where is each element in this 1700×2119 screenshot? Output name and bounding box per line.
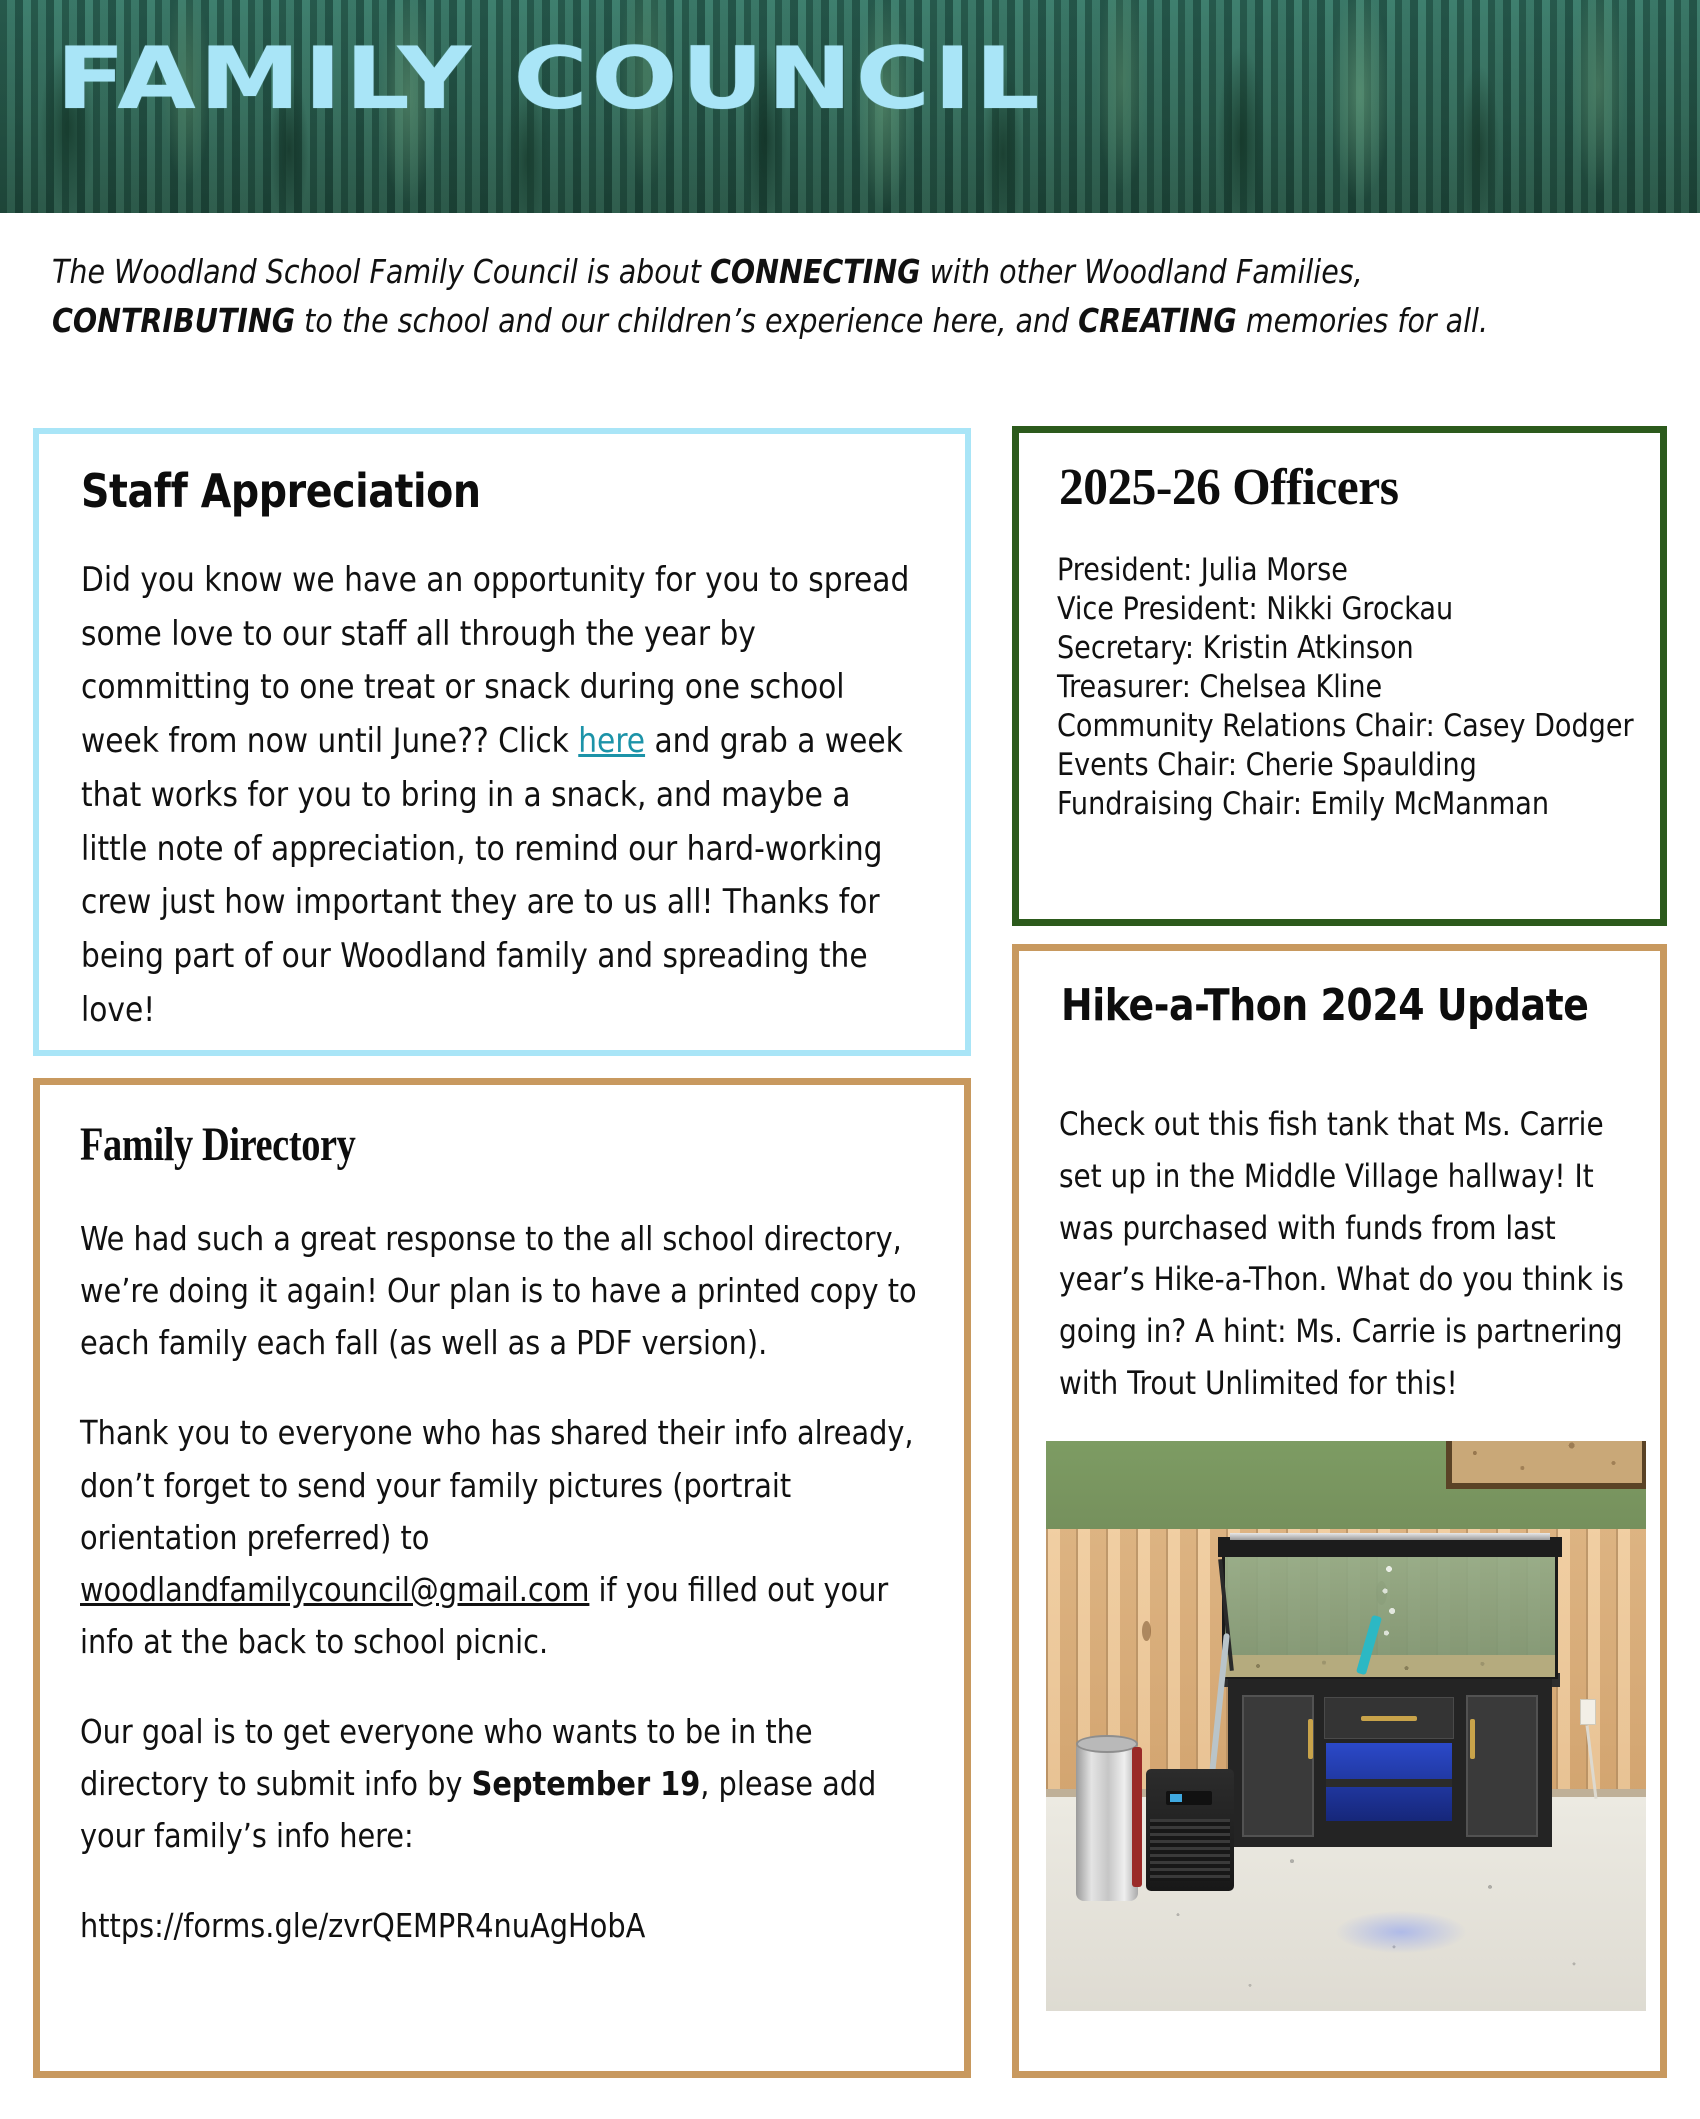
family-directory-heading: Family Directory	[80, 1118, 356, 1171]
photo-wood-knot	[1142, 1621, 1151, 1641]
officer-row: Community Relations Chair: Casey Dodger	[1057, 708, 1634, 745]
directory-p3-part1: Our goal is to get everyone who wants to be in the directory to submit info by	[80, 1712, 813, 1804]
directory-p2-part1: Thank you to everyone who has shared their info already, don’t forget to send your family pictures (portrait orientation preferred) to	[80, 1413, 914, 1557]
staff-appreciation-card	[33, 428, 971, 1056]
intro-text-4: memories for all.	[1236, 300, 1489, 340]
header-banner	[0, 0, 1700, 213]
staff-here-link[interactable]: here	[578, 721, 646, 762]
photo-insulation-roll-edge	[1132, 1747, 1142, 1887]
officers-card	[1012, 426, 1667, 926]
officers-list	[1057, 551, 1639, 824]
photo-corkboard	[1452, 1441, 1642, 1483]
intro-text-2: with other Woodland Families,	[920, 252, 1363, 291]
photo-cabinet-door-right	[1466, 1695, 1538, 1837]
fish-tank-photo	[1046, 1441, 1646, 2011]
intro-bold-creating: CREATING	[1078, 300, 1237, 340]
photo-shelf	[1326, 1779, 1452, 1787]
intro-text-1: The Woodland School Family Council is about	[52, 252, 711, 291]
staff-appreciation-heading: Staff Appreciation	[81, 464, 481, 518]
photo-floor-blue-glow	[1336, 1911, 1466, 1953]
directory-form-url[interactable]: https://forms.gle/zvrQEMPR4nuAgHobA	[80, 1906, 646, 1946]
photo-cabinet-handle	[1470, 1719, 1475, 1759]
photo-aquarium-hood	[1218, 1537, 1562, 1557]
officer-row: President: Julia Morse	[1057, 552, 1348, 588]
hike-a-thon-body: Check out this fish tank that Ms. Carrie set up in the Middle Village hallway! It was purchased with funds from last year’s Hike-a-Thon. What do you think is going in? A hint: Ms. Carrie is partnering with Trout Unlimited for this!	[1059, 1105, 1624, 1403]
photo-wall-outlet	[1580, 1699, 1596, 1725]
staff-appreciation-body	[81, 554, 915, 1037]
officers-heading: 2025-26 Officers	[1059, 459, 1399, 516]
staff-body-part2: and grab a week that works for you to bring in a snack, and maybe a little note of appreciation, to remind our hard-working crew just how important they are to us all! Thanks for being part of our Woodland family and spreading the love!	[81, 721, 903, 1030]
photo-aquarium-bubbles	[1376, 1559, 1402, 1659]
officer-row: Events Chair: Cherie Spaulding	[1057, 747, 1477, 784]
hike-a-thon-card	[1012, 944, 1667, 2078]
officer-row: Secretary: Kristin Atkinson	[1057, 630, 1414, 667]
officer-row: Treasurer: Chelsea Kline	[1057, 669, 1383, 706]
directory-paragraph-2	[80, 1407, 934, 1668]
family-council-email-link[interactable]: woodlandfamilycouncil@gmail.com	[80, 1569, 590, 1609]
photo-aquarium-light-bar	[1230, 1533, 1550, 1540]
directory-paragraph-3	[80, 1706, 934, 1862]
directory-p3-part2: , please add your family’s info here:	[80, 1764, 877, 1856]
photo-chiller-led	[1170, 1794, 1182, 1802]
family-directory-card	[33, 1078, 971, 2078]
photo-insulation-roll	[1076, 1741, 1138, 1901]
photo-chiller-vents	[1150, 1819, 1230, 1881]
directory-deadline: September 19	[471, 1764, 701, 1804]
intro-bold-contributing: CONTRIBUTING	[52, 300, 296, 340]
intro-bold-connecting: CONNECTING	[710, 252, 921, 291]
intro-paragraph	[52, 248, 1578, 346]
hike-a-thon-heading: Hike-a-Thon 2024 Update	[1061, 980, 1589, 1031]
photo-drawer-handle	[1361, 1716, 1417, 1721]
photo-cabinet-handle	[1308, 1719, 1313, 1759]
directory-paragraph-1: We had such a great response to the all school directory, we’re doing it again! Our plan is to have a printed copy to each family each fall (as well as a PDF version).	[80, 1219, 917, 1363]
officer-row: Vice President: Nikki Grockau	[1057, 591, 1454, 628]
staff-body-part1: Did you know we have an opportunity for you to spread some love to our staff all through the year by committing to one treat or snack during one school week from now until June?? Click	[81, 560, 910, 762]
directory-p2-part2: if you filled out your info at the back to school picnic.	[80, 1569, 889, 1661]
officer-row: Fundraising Chair: Emily McManman	[1057, 786, 1550, 823]
intro-text-3: to the school and our children’s experience here, and	[295, 300, 1079, 340]
photo-insulation-roll-top	[1076, 1735, 1138, 1753]
photo-cabinet-door-left	[1242, 1695, 1314, 1837]
page-title: FAMILY COUNCIL	[56, 29, 1044, 129]
family-directory-body	[80, 1213, 934, 1953]
